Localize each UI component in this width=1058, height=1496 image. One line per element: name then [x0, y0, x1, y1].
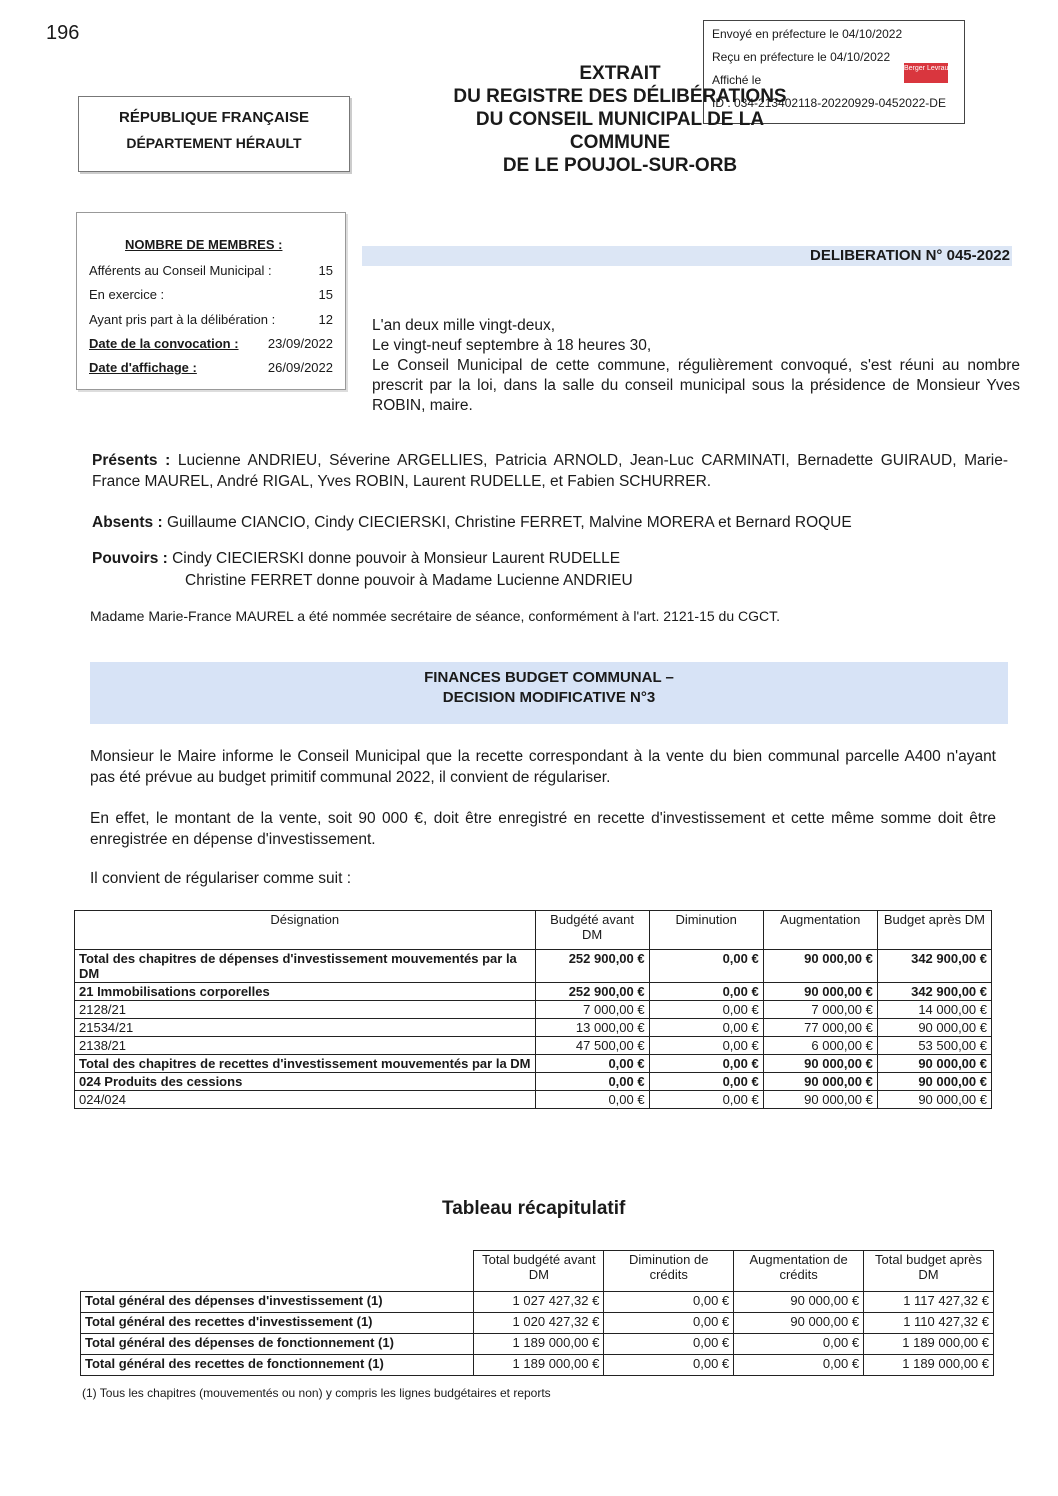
pouvoir-2: Christine FERRET donne pouvoir à Madame Lucienne ANDRIEU [185, 572, 633, 589]
table-row [75, 1055, 992, 1073]
table-cell-amount: 1 189 000,00 € [864, 1355, 994, 1376]
table-cell-amount: 90 000,00 € [763, 983, 877, 1001]
table-row [75, 1091, 992, 1109]
table-cell-amount: 1 189 000,00 € [474, 1355, 604, 1376]
stamp-envoye: Envoyé en préfecture le 04/10/2022 [712, 27, 903, 41]
table-cell-amount: 1 189 000,00 € [864, 1334, 994, 1355]
absents-list: Guillaume CIANCIO, Cindy CIECIERSKI, Christine FERRET, Malvine MORERA et Bernard ROQUE [166, 514, 852, 531]
page-number: 196 [46, 22, 80, 44]
presents-list: Lucienne ANDRIEU, Séverine ARGELLIES, Patricia ARNOLD, Jean-Luc CARMINATI, Bernadette GUIRAUD, Marie-France MAUREL, André RIGAL, Yves ROBIN, Laurent RUDELLE, et Fabien SCHURRER. [92, 452, 1009, 490]
table-cell-amount: 0,00 € [649, 1001, 763, 1019]
table-row [75, 1037, 992, 1055]
table-cell-amount: 252 900,00 € [535, 983, 649, 1001]
table-cell-amount: 90 000,00 € [734, 1313, 864, 1334]
intro-text [372, 316, 1020, 416]
members-box [76, 212, 346, 390]
members-value: 15 [318, 263, 333, 278]
pouvoir-1: Cindy CIECIERSKI donne pouvoir à Monsieur Laurent RUDELLE [172, 550, 621, 567]
berger-levrault-logo: Berger Levrault [904, 63, 948, 83]
table-header-cell: Augmentation de crédits [734, 1251, 864, 1292]
table-cell-amount: 90 000,00 € [763, 1055, 877, 1073]
subject-line1: FINANCES BUDGET COMMUNAL – [424, 669, 674, 686]
table-header-cell: Désignation [75, 911, 536, 950]
subject-band [90, 662, 1008, 724]
table-cell-label: Total général des dépenses de fonctionnement (1) [81, 1334, 474, 1355]
table-cell-amount: 90 000,00 € [763, 950, 877, 983]
table-cell-amount: 0,00 € [649, 1019, 763, 1037]
pouvoirs-label: Pouvoirs : [92, 550, 168, 567]
table-row [75, 950, 992, 983]
table-cell-amount: 1 020 427,32 € [474, 1313, 604, 1334]
table-row [81, 1313, 994, 1334]
table-cell-designation: 024/024 [75, 1091, 536, 1109]
table-cell-amount: 1 110 427,32 € [864, 1313, 994, 1334]
table-cell-amount: 342 900,00 € [877, 983, 991, 1001]
table-row [75, 1073, 992, 1091]
recap-table [80, 1250, 994, 1376]
members-value: 23/09/2022 [267, 336, 333, 351]
table-cell-label: Total général des recettes d'investissement (1) [81, 1313, 474, 1334]
members-title: NOMBRE DE MEMBRES : [125, 237, 283, 252]
absents-paragraph [92, 512, 1008, 533]
table-cell-designation: 2128/21 [75, 1001, 536, 1019]
table-cell-label: Total général des recettes de fonctionnement (1) [81, 1355, 474, 1376]
table-cell-amount: 0,00 € [649, 1037, 763, 1055]
document-header [405, 62, 835, 177]
table-header-cell: Diminution [649, 911, 763, 950]
body-paragraph-1: Monsieur le Maire informe le Conseil Municipal que la recette correspondant à la vente du bien communal parcelle A400 n'ayant pas été prévue au budget primitif communal 2022, il convient de régulariser. [90, 748, 996, 786]
table-cell-amount: 0,00 € [734, 1355, 864, 1376]
members-value: 26/09/2022 [267, 360, 333, 375]
table-row [81, 1355, 994, 1376]
stamp-id: ID : 034-213402118-20220929-0452022-DE [712, 96, 946, 110]
table-cell-designation: Total des chapitres de recettes d'investissement mouvementés par la DM [75, 1055, 536, 1073]
pouvoirs-paragraph [92, 548, 1008, 569]
table-header-empty [81, 1251, 474, 1292]
table-cell-amount: 0,00 € [649, 1073, 763, 1091]
dm-table [74, 910, 992, 1109]
stamp-recu: Reçu en préfecture le 04/10/2022 [712, 50, 891, 64]
header-line4: COMMUNE [569, 132, 671, 153]
members-label: Afférents au Conseil Municipal : [89, 263, 272, 278]
recap-title: Tableau récapitulatif [442, 1198, 626, 1219]
table-cell-amount: 90 000,00 € [763, 1073, 877, 1091]
presents-paragraph [92, 450, 1008, 492]
table-header-cell: Budgété avant DM [535, 911, 649, 950]
table-cell-amount: 0,00 € [535, 1091, 649, 1109]
table-cell-amount: 0,00 € [604, 1313, 734, 1334]
table-cell-designation: 21 Immobilisations corporelles [75, 983, 536, 1001]
members-label: En exercice : [89, 287, 165, 302]
table-header-cell: Augmentation [763, 911, 877, 950]
table-header-cell: Total budgété avant DM [474, 1251, 604, 1292]
table-cell-amount: 0,00 € [604, 1334, 734, 1355]
table-row [75, 1001, 992, 1019]
departement-label: DÉPARTEMENT HÉRAULT [126, 135, 302, 151]
table-cell-designation: 21534/21 [75, 1019, 536, 1037]
table-cell-amount: 0,00 € [734, 1334, 864, 1355]
table-cell-designation: 024 Produits des cessions [75, 1073, 536, 1091]
members-label: Date d'affichage : [89, 360, 197, 375]
table-header-row [75, 911, 992, 950]
deliberation-number: DELIBERATION N° 045-2022 [362, 246, 1012, 266]
intro-line3: Le Conseil Municipal de cette commune, régulièrement convoqué, s'est réuni au nombre prescrit par la loi, dans la salle du conseil municipal sous la présidence de Monsieur Yves ROBIN, maire. [372, 357, 1020, 414]
table-cell-amount: 342 900,00 € [877, 950, 991, 983]
table-cell-amount: 7 000,00 € [535, 1001, 649, 1019]
footnote: (1) Tous les chapitres (mouvementés ou non) y compris les lignes budgétaires et reports [82, 1386, 551, 1400]
members-value: 15 [318, 287, 333, 302]
table-cell-amount: 90 000,00 € [734, 1292, 864, 1313]
body-paragraph-3: Il convient de régulariser comme suit : [90, 870, 352, 887]
table-cell-amount: 1 117 427,32 € [864, 1292, 994, 1313]
table-cell-amount: 0,00 € [649, 983, 763, 1001]
presents-label: Présents : [92, 452, 171, 469]
intro-line1: L'an deux mille vingt-deux, [372, 317, 556, 334]
table-header-cell: Total budget après DM [864, 1251, 994, 1292]
absents-label: Absents : [92, 514, 163, 531]
table-cell-amount: 77 000,00 € [763, 1019, 877, 1037]
table-cell-amount: 90 000,00 € [877, 1019, 991, 1037]
members-value: 12 [318, 312, 333, 327]
table-row [75, 983, 992, 1001]
header-line5: DE LE POUJOL-SUR-ORB [502, 155, 738, 176]
table-cell-amount: 90 000,00 € [877, 1091, 991, 1109]
republique-label: RÉPUBLIQUE FRANÇAISE [118, 109, 309, 126]
table-row [81, 1334, 994, 1355]
table-cell-amount: 53 500,00 € [877, 1037, 991, 1055]
table-cell-amount: 90 000,00 € [877, 1073, 991, 1091]
table-cell-amount: 0,00 € [604, 1292, 734, 1313]
table-cell-amount: 14 000,00 € [877, 1001, 991, 1019]
header-line1: EXTRAIT [579, 63, 661, 84]
table-header-row [81, 1251, 994, 1292]
table-cell-amount: 0,00 € [649, 950, 763, 983]
table-cell-amount: 0,00 € [535, 1073, 649, 1091]
table-cell-amount: 1 189 000,00 € [474, 1334, 604, 1355]
subject-line2: DECISION MODIFICATIVE N°3 [442, 689, 656, 706]
table-cell-amount: 1 027 427,32 € [474, 1292, 604, 1313]
members-label: Date de la convocation : [89, 336, 239, 351]
table-cell-amount: 6 000,00 € [763, 1037, 877, 1055]
table-cell-amount: 13 000,00 € [535, 1019, 649, 1037]
table-header-cell: Diminution de crédits [604, 1251, 734, 1292]
intro-line2: Le vingt-neuf septembre à 18 heures 30, [372, 337, 652, 354]
stamp-affiche: Affiché le [712, 73, 762, 87]
body-paragraph-2: En effet, le montant de la vente, soit 90 000 €, doit être enregistré en recette d'investissement et cette même somme doit être enregistrée en dépense d'investissement. [90, 810, 996, 848]
table-cell-amount: 0,00 € [535, 1055, 649, 1073]
members-label: Ayant pris part à la délibération : [89, 312, 276, 327]
table-cell-amount: 47 500,00 € [535, 1037, 649, 1055]
table-header-cell: Budget après DM [877, 911, 991, 950]
table-cell-designation: 2138/21 [75, 1037, 536, 1055]
republique-box [78, 96, 350, 172]
table-cell-amount: 0,00 € [649, 1055, 763, 1073]
header-line2: DU REGISTRE DES DÉLIBÉRATIONS [453, 86, 787, 107]
table-cell-amount: 90 000,00 € [763, 1091, 877, 1109]
header-line3: DU CONSEIL MUNICIPAL DE LA [475, 109, 765, 130]
table-row [75, 1019, 992, 1037]
table-cell-amount: 90 000,00 € [877, 1055, 991, 1073]
table-cell-label: Total général des dépenses d'investissement (1) [81, 1292, 474, 1313]
table-cell-amount: 7 000,00 € [763, 1001, 877, 1019]
secretaire-text: Madame Marie-France MAUREL a été nommée secrétaire de séance, conformément à l'art. 2121-15 du CGCT. [90, 608, 781, 624]
table-row [81, 1292, 994, 1313]
table-cell-amount: 0,00 € [649, 1091, 763, 1109]
table-cell-amount: 252 900,00 € [535, 950, 649, 983]
table-cell-designation: Total des chapitres de dépenses d'investissement mouvementés par la DM [75, 950, 536, 983]
table-cell-amount: 0,00 € [604, 1355, 734, 1376]
